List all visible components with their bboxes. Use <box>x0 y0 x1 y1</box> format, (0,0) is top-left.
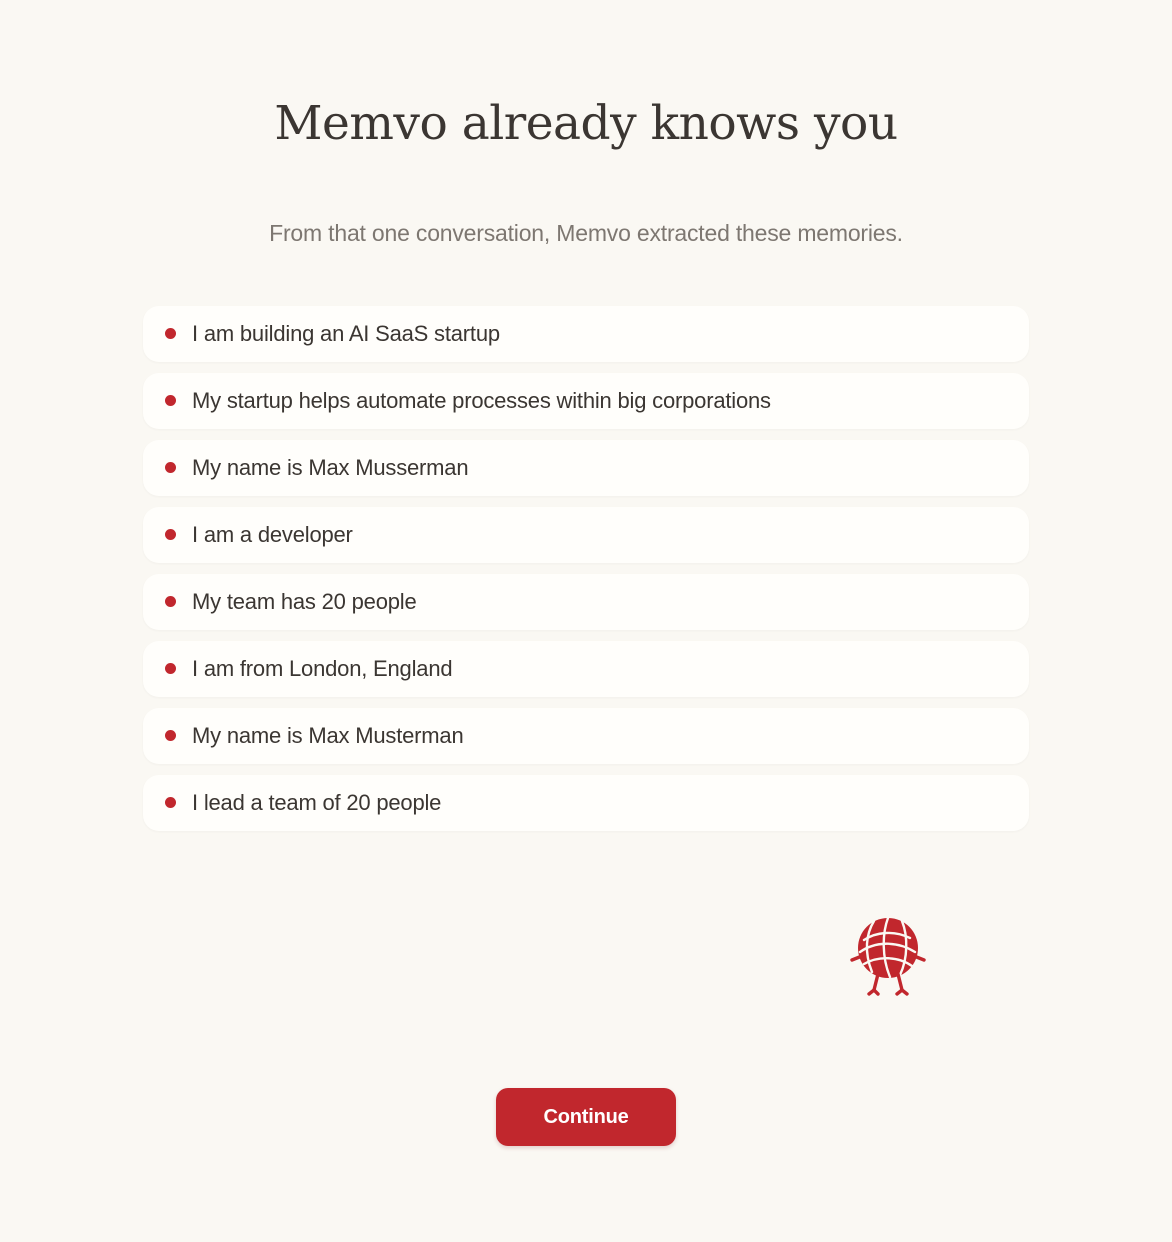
bullet-icon <box>165 462 176 473</box>
memory-text: My startup helps automate processes within big corporations <box>192 387 771 413</box>
page-title: Memvo already knows you <box>274 96 898 151</box>
yarn-ball-mascot-icon <box>840 906 936 1002</box>
memory-list <box>143 306 1029 831</box>
list-item[interactable] <box>143 775 1029 831</box>
list-item[interactable] <box>143 708 1029 764</box>
memory-text: I am a developer <box>192 521 353 547</box>
bullet-icon <box>165 529 176 540</box>
bullet-icon <box>165 395 176 406</box>
memory-text: I am from London, England <box>192 655 453 681</box>
list-item[interactable] <box>143 306 1029 362</box>
list-item[interactable] <box>143 507 1029 563</box>
memory-text: My name is Max Musterman <box>192 722 464 748</box>
bullet-icon <box>165 797 176 808</box>
list-item[interactable] <box>143 373 1029 429</box>
memory-text: My name is Max Musserman <box>192 454 469 480</box>
bullet-icon <box>165 663 176 674</box>
continue-button[interactable]: Continue <box>496 1088 676 1146</box>
memory-text: I lead a team of 20 people <box>192 789 442 815</box>
page-subtitle: From that one conversation, Memvo extracted these memories. <box>269 219 903 246</box>
list-item[interactable] <box>143 440 1029 496</box>
bullet-icon <box>165 328 176 339</box>
footer-actions <box>0 1088 1172 1146</box>
bullet-icon <box>165 730 176 741</box>
list-item[interactable] <box>143 574 1029 630</box>
list-item[interactable] <box>143 641 1029 697</box>
memory-text: I am building an AI SaaS startup <box>192 320 500 346</box>
memory-text: My team has 20 people <box>192 588 417 614</box>
bullet-icon <box>165 596 176 607</box>
